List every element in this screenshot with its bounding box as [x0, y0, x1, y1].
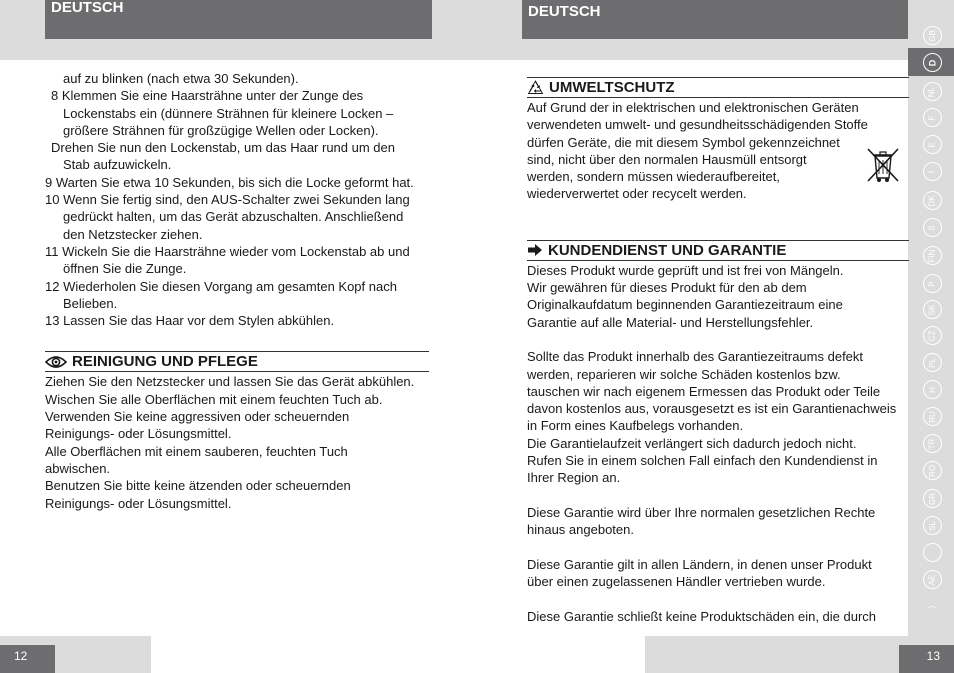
- service-line: Originalkaufdatum beginnenden Garantiezeitraum eine: [527, 297, 843, 313]
- lang-tab-ru[interactable]: RU: [923, 407, 942, 426]
- page-number-left: 12: [0, 645, 55, 673]
- right-column: [527, 77, 909, 625]
- service-line: Ihrer Region an.: [527, 470, 621, 486]
- eye-icon: [45, 354, 67, 370]
- step-line: gedrückt halten, um das Gerät abzuschalten. Anschließend: [63, 209, 404, 225]
- step-line: auf zu blinken (nach etwa 30 Sekunden).: [63, 71, 299, 86]
- cleaning-line: Verwenden Sie keine aggressiven oder scheuernden: [45, 409, 350, 425]
- page-number-right: 13: [899, 645, 954, 673]
- step-line: 13 Lassen Sie das Haar vor dem Stylen abkühlen.: [45, 313, 335, 329]
- environment-line: sind, nicht über den normalen Hausmüll entsorgt: [527, 151, 807, 167]
- service-line: Wir gewähren für dieses Produkt für den ab dem: [527, 280, 807, 296]
- lang-tab-pl[interactable]: PL: [923, 353, 942, 372]
- service-line: Diese Garantie gilt in allen Ländern, in denen unser Produkt: [527, 556, 872, 572]
- lang-tab-tr[interactable]: TR: [923, 434, 942, 453]
- lang-tab-e[interactable]: E: [923, 135, 942, 154]
- lang-tab-sl[interactable]: SL: [923, 516, 942, 535]
- lang-tab-ae[interactable]: AE: [923, 570, 942, 589]
- lang-tab-s[interactable]: S: [923, 218, 942, 237]
- service-line: davon kostenlos aus, vorausgesetzt es ist ein Garantienachweis: [527, 401, 897, 417]
- cleaning-line: Benutzen Sie bitte keine ätzenden oder scheuernden: [45, 478, 351, 494]
- service-line: Dieses Produkt wurde geprüft und ist frei von Mängeln.: [527, 262, 844, 278]
- arrow-right-icon: [527, 243, 543, 257]
- lang-tab-dk[interactable]: DK: [923, 191, 942, 210]
- environment-line: Auf Grund der in elektrischen und elektronischen Geräten: [527, 100, 859, 115]
- step-line: 12 Wiederholen Sie diesen Vorgang am gesamten Kopf nach: [45, 278, 397, 294]
- lang-tab-script[interactable]: [923, 543, 942, 562]
- step-line: den Netzstecker ziehen.: [63, 226, 203, 242]
- service-line: Sollte das Produkt innerhalb des Garantiezeitraums defekt: [527, 349, 864, 365]
- lang-tab-h[interactable]: H: [923, 380, 942, 399]
- lang-tab-f[interactable]: F: [923, 108, 942, 127]
- step-line: öffnen Sie die Zunge.: [63, 261, 187, 277]
- cleaning-line: abwischen.: [45, 460, 111, 476]
- step-line: Belieben.: [63, 295, 118, 311]
- left-column: [45, 70, 429, 512]
- cleaning-title: REINIGUNG UND PFLEGE: [72, 353, 258, 371]
- service-line: Garantie auf alle Material- und Herstellungsfehler.: [527, 314, 814, 330]
- service-line: hinaus angeboten.: [527, 522, 634, 538]
- step-line: 8 Klemmen Sie eine Haarsträhne unter der Zunge des: [51, 88, 364, 104]
- header-right-label: DEUTSCH: [528, 3, 601, 20]
- cleaning-line: Reinigungs- oder Lösungsmittel.: [45, 495, 232, 511]
- lang-tab-i[interactable]: I: [923, 162, 942, 181]
- step-line: 9 Warten Sie etwa 10 Sekunden, bis sich die Locke geformt hat.: [45, 174, 414, 190]
- header-left-label: DEUTSCH: [51, 0, 124, 16]
- service-line: Die Garantielaufzeit verlängert sich dadurch jedoch nicht.: [527, 435, 857, 451]
- cleaning-line: Reinigungs- oder Lösungsmittel.: [45, 426, 232, 442]
- lang-tab-p[interactable]: P: [923, 274, 942, 293]
- environment-line: werden, sondern müssen wiederaufbereitet,: [527, 169, 780, 185]
- lang-tab-ro[interactable]: RO: [923, 461, 942, 480]
- service-line: tauschen wir nach eigenem Ermessen das Produkt oder Teile: [527, 383, 881, 399]
- lang-tab-nl[interactable]: NL: [923, 82, 942, 101]
- lang-tab-more[interactable]: ): [927, 605, 937, 608]
- environment-heading: [527, 77, 909, 98]
- cleaning-heading: [45, 351, 429, 372]
- lang-tab-sk[interactable]: SK: [923, 300, 942, 319]
- environment-line: verwendeten umwelt- und gesundheitsschädigenden Stoffe: [527, 117, 868, 133]
- environment-line: wiederverwertet oder recycelt werden.: [527, 186, 747, 202]
- step-line: 10 Wenn Sie fertig sind, den AUS-Schalter zwei Sekunden lang: [45, 192, 410, 208]
- cleaning-line: Alle Oberflächen mit einem sauberen, feuchten Tuch: [45, 443, 348, 459]
- recycle-icon: [527, 80, 544, 96]
- service-line: werden, reparieren wir solche Schäden kostenlos bzw.: [527, 366, 841, 382]
- crossed-bin-icon: [865, 146, 901, 184]
- lang-tab-fin[interactable]: FIN: [923, 246, 942, 265]
- step-line: Drehen Sie nun den Lockenstab, um das Haar rund um den: [51, 140, 395, 156]
- environment-section: [527, 77, 909, 203]
- service-title: KUNDENDIENST UND GARANTIE: [548, 241, 787, 259]
- service-line: Diese Garantie schließt keine Produktschäden ein, die durch: [527, 608, 877, 624]
- lang-tab-gr[interactable]: GR: [923, 489, 942, 508]
- step-line: Stab aufzuwickeln.: [63, 157, 172, 173]
- service-line: über einen zugelassenen Händler vertrieben wurde.: [527, 574, 826, 590]
- environment-line: dürfen Geräte, die mit diesem Symbol gekennzeichnet: [527, 134, 840, 150]
- header-left: [45, 0, 432, 39]
- service-heading: [527, 240, 909, 261]
- service-line: Diese Garantie wird über Ihre normalen gesetzlichen Rechte: [527, 504, 876, 520]
- step-line: 11 Wickeln Sie die Haarsträhne wieder vom Lockenstab ab und: [45, 243, 410, 259]
- lang-tab-d[interactable]: D: [923, 53, 942, 72]
- cleaning-line: Wischen Sie alle Oberflächen mit einem feuchten Tuch ab.: [45, 391, 383, 407]
- header-right: [522, 0, 908, 39]
- lang-tab-cz[interactable]: CZ: [923, 326, 942, 345]
- step-line: größere Strähnen für großzügige Wellen oder Locken).: [63, 122, 379, 138]
- step-line: Lockenstabs ein (dünnere Strähnen für kleinere Locken –: [63, 105, 394, 121]
- cleaning-line: Ziehen Sie den Netzstecker und lassen Sie das Gerät abkühlen.: [45, 374, 415, 390]
- environment-title: UMWELTSCHUTZ: [549, 79, 675, 96]
- service-line: in Form eines Kaufbelegs vorhanden.: [527, 418, 744, 434]
- lang-tab-gb[interactable]: GB: [923, 26, 942, 45]
- service-line: Rufen Sie in einem solchen Fall einfach den Kundendienst in: [527, 453, 878, 469]
